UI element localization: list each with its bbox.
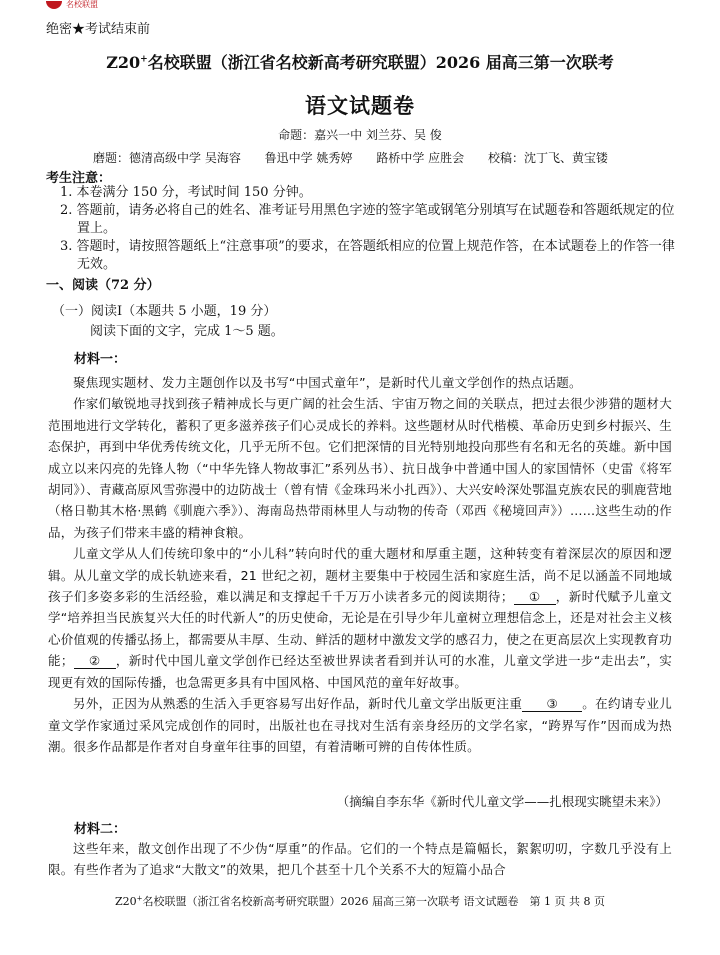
instruction: 阅读下面的文字，完成 1～5 题。 bbox=[90, 324, 284, 339]
footer-rest: 名校联盟（浙江省名校新高考研究联盟）2026 届高三第一次联考 语文试题卷 第 1 页 共 8 页 bbox=[142, 895, 605, 908]
material-2-body bbox=[48, 838, 672, 881]
source-citation: （摘编自李东华《新时代儿童文学——扎根现实眺望未来》） bbox=[336, 794, 668, 809]
footer-prefix: Z20 bbox=[115, 895, 137, 908]
material-2-label: 材料二： bbox=[74, 822, 127, 837]
blank-1: ① bbox=[514, 589, 556, 605]
section-title: 一、阅读（72 分） bbox=[46, 278, 160, 293]
logo-text: 名校联盟 bbox=[66, 0, 98, 9]
exam-title bbox=[0, 50, 720, 73]
paragraph: 这些年来，散文创作出现了不少伪“厚重”的作品。它们的一个特点是篇幅长，絮絮叨叨，字数几乎没有上限。有些作者为了追求“大散文”的效果，把几个甚至十几个关系不大的短篇小品合 bbox=[48, 841, 672, 878]
reviewer-2: 鲁迅中学 姚秀婷 bbox=[264, 151, 353, 165]
reviewer-3: 路桥中学 应胜会 bbox=[376, 151, 465, 165]
page-footer bbox=[0, 893, 720, 909]
paragraph-text: 儿童文学从人们传统印象中的“小儿科”转向时代的重大题材和厚重主题，这种转变有着深层次的原因和逻辑。从儿童文学的成长轨迹来看，21 世纪之初，题材主要集中于校园生活和家庭生活，尚不足以涵盖不同地域孩子们多姿多彩的生活经验，难以满足和支撑起千千万万小读者多元的阅读期待； bbox=[48, 546, 672, 605]
exam-title-prefix: Z20 bbox=[106, 53, 141, 72]
notice-item: 1. 本卷满分 150 分，考试时间 150 分钟。 bbox=[60, 185, 312, 200]
footer-sup: + bbox=[136, 894, 143, 903]
paragraph-text: 另外，正因为从熟悉的生活入手更容易写出好作品，新时代儿童文学出版更注重 bbox=[73, 696, 523, 712]
notice-item: 3. 答题时，请按照答题纸上“注意事项”的要求，在答题纸相应的位置上规范作答，在本试题卷上的作答一律无效。 bbox=[60, 239, 675, 272]
paragraph bbox=[48, 693, 672, 757]
blank-2: ② bbox=[74, 653, 116, 669]
paragraph-text: ，新时代中国儿童文学创作已经达至被世界读者看到并认可的水准，儿童文学进一步“走出去”，实现更有效的国际传播，也急需更多具有中国风格、中国风范的童年好故事。 bbox=[48, 653, 672, 690]
logo-mark-icon bbox=[46, 1, 62, 9]
paper-title: 语文试题卷 bbox=[305, 93, 415, 118]
exam-title-sup: + bbox=[140, 54, 148, 65]
subsection-title: （一）阅读Ⅰ（本题共 5 小题，19 分） bbox=[52, 304, 277, 319]
notice-title: 考生注意： bbox=[46, 171, 112, 186]
author-line: 命题：嘉兴一中 刘兰芬、吴 俊 bbox=[278, 128, 442, 142]
proofreader: 校稿：沈丁飞、黄宝镂 bbox=[487, 151, 608, 165]
notice-list bbox=[60, 184, 680, 274]
material-1-label: 材料一： bbox=[74, 352, 127, 367]
exam-title-rest: 名校联盟（浙江省名校新高考研究联盟）2026 届高三第一次联考 bbox=[147, 53, 614, 72]
logo bbox=[46, 0, 98, 10]
blank-3: ③ bbox=[522, 696, 582, 712]
material-1-body bbox=[48, 372, 672, 757]
paragraph-text: 。在约请专业儿童文学作家通过采风完成创作的同时，出版社也在寻找对生活有亲身经历的文学名家，“跨界写作”因而成为热潮。很多作品都是作者对自身童年往事的回望，有着清晰可辨的自传体性质。 bbox=[48, 696, 672, 754]
reviewers-line bbox=[93, 149, 628, 166]
paragraph-text: ，新时代赋予儿童文学“培养担当民族复兴大任的时代新人”的历史使命，无论是在引导少年儿童树立理想信念上，还是对社会主义核心价值观的传播弘扬上，都需要从丰厚、生动、鲜活的题材中激发文学的感召力，使之在更高层次上实现教育功能； bbox=[48, 589, 672, 669]
paragraph: 聚焦现实题材、发力主题创作以及书写“中国式童年”，是新时代儿童文学创作的热点话题。 bbox=[73, 375, 582, 390]
paragraph: 作家们敏锐地寻找到孩子精神成长与更广阔的社会生活、宇宙万物之间的关联点，把过去很少涉猎的题材大范围地进行文学转化，蓄积了更多滋养孩子们心灵成长的养料。这些题材从时代楷模、革命历史到乡村振兴、生态保护，再到中华优秀传统文化，几乎无所不包。它们把深情的目光特别地投向那些有名和无名的英雄。新中国成立以来闪亮的先锋人物（“中华先锋人物故事汇”系列丛书）、抗日战争中普通中国人的家国情怀（史雷《将军胡同》）、青藏高原风雪弥漫中的边防战士（曾有情《金珠玛米小扎西》）、大兴安岭深处鄂温克族农民的驯鹿营地（格日勒其木格·黑鹤《驯鹿六季》）、海南岛热带雨林里人与动物的传奇（邓西《秘境回声》）……这些生动的作品，为孩子们带来丰盛的精神食粮。 bbox=[48, 396, 672, 540]
secret-label: 绝密★考试结束前 bbox=[46, 22, 151, 37]
paragraph bbox=[48, 543, 672, 693]
notice-item: 2. 答题前，请务必将自己的姓名、准考证号用黑色字迹的签字笔或钢笔分别填写在试题卷和答题纸规定的位置上。 bbox=[60, 203, 675, 236]
reviewer-1: 磨题：德清高级中学 吴海容 bbox=[93, 151, 241, 165]
